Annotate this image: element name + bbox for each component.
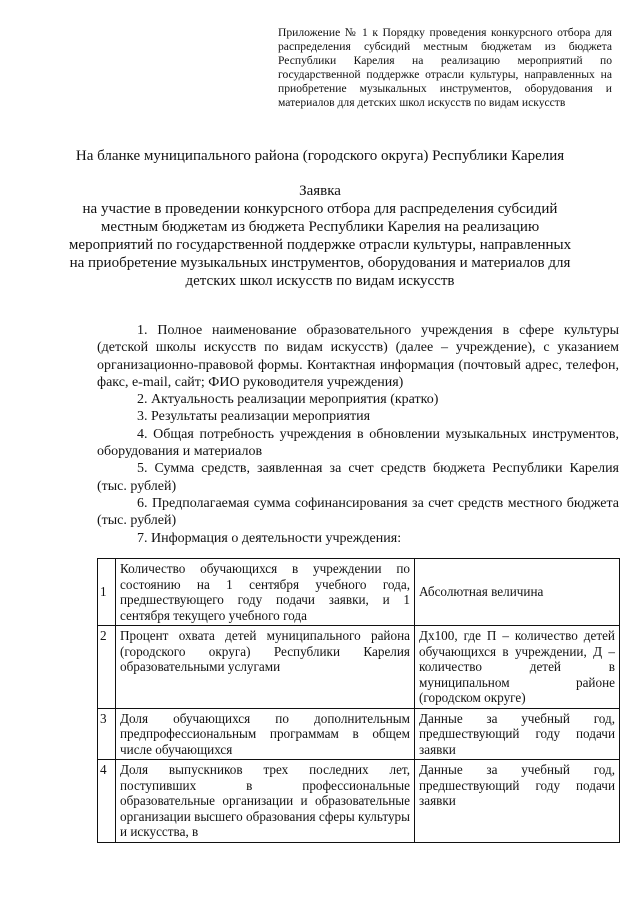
row-number: 4 bbox=[98, 760, 116, 843]
table-row bbox=[98, 760, 620, 843]
title-line: на участие в проведении конкурсного отбора для распределения субсидий bbox=[82, 201, 558, 217]
item-7: 7. Информация о деятельности учреждения: bbox=[137, 530, 402, 546]
title-heading: Заявка bbox=[299, 183, 341, 199]
row-value: Данные за учебный год, предшествующий году подачи заявки bbox=[415, 760, 620, 843]
application-title bbox=[60, 182, 580, 290]
letterhead-note: На бланке муниципального района (городского округа) Республики Карелия bbox=[75, 148, 565, 164]
row-indicator: Доля обучающихся по дополнительным предпрофессиональным программам в общем числе обучающихся bbox=[116, 708, 415, 760]
row-indicator: Количество обучающихся в учреждении по состоянию на 1 сентября учебного года, предшествующего году подачи заявки, и 1 сентября текущего учебного года bbox=[116, 559, 415, 626]
activity-table bbox=[97, 558, 620, 843]
row-value: Абсолютная величина bbox=[415, 559, 620, 626]
item-6: 6. Предполагаемая сумма софинансирования за счет средств местного бюджета (тыс. рублей) bbox=[97, 495, 619, 529]
item-2: 2. Актуальность реализации мероприятия (кратко) bbox=[137, 392, 439, 408]
row-indicator: Процент охвата детей муниципального района (городского округа) Республики Карелия образовательными услугами bbox=[116, 626, 415, 709]
item-4: 4. Общая потребность учреждения в обновлении музыкальных инструментов, оборудования и материалов bbox=[97, 426, 619, 460]
row-indicator: Доля выпускников трех последних лет, поступивших в профессиональные образовательные организации и образовательные организации высшего образования сферы культуры и искусства, в bbox=[116, 760, 415, 843]
application-items bbox=[97, 322, 619, 547]
title-line: на приобретение музыкальных инструментов, оборудования и материалов для bbox=[69, 255, 571, 271]
annex-header: Приложение № 1 к Порядку проведения конкурсного отбора для распределения субсидий местным бюджетам из бюджета Республики Карелия на реализацию мероприятий по государственной поддержке отрасли культуры, направленных на приобретение музыкальных инструментов, оборудования и материалов для детских школ искусств по видам искусств bbox=[278, 26, 612, 109]
row-number: 1 bbox=[98, 559, 116, 626]
row-number: 2 bbox=[98, 626, 116, 709]
table-row bbox=[98, 626, 620, 709]
item-1: 1. Полное наименование образовательного учреждения в сфере культуры (детской школы искусств по видам искусств) (далее – учреждение), с указанием организационно-правовой формы. Контактная информация (почтовый адрес, телефон, факс, e-mail, сайт; ФИО руководителя учреждения) bbox=[97, 323, 619, 390]
title-line: детских школ искусств по видам искусств bbox=[185, 273, 455, 289]
item-5: 5. Сумма средств, заявленная за счет средств бюджета Республики Карелия (тыс. рублей) bbox=[97, 461, 619, 494]
row-value: Данные за учебный год, предшествующий году подачи заявки bbox=[415, 708, 620, 760]
row-number: 3 bbox=[98, 708, 116, 760]
table-row bbox=[98, 708, 620, 760]
table-row bbox=[98, 559, 620, 626]
item-3: 3. Результаты реализации мероприятия bbox=[137, 409, 371, 425]
row-value: Дх100, где П – количество детей обучающихся в учреждении, Д – количество детей в муниципальном районе (городском округе) bbox=[415, 626, 620, 709]
title-line: местным бюджетам из бюджета Республики Карелия на реализацию bbox=[100, 219, 540, 235]
title-line: мероприятий по государственной поддержке отрасли культуры, направленных bbox=[68, 237, 572, 253]
